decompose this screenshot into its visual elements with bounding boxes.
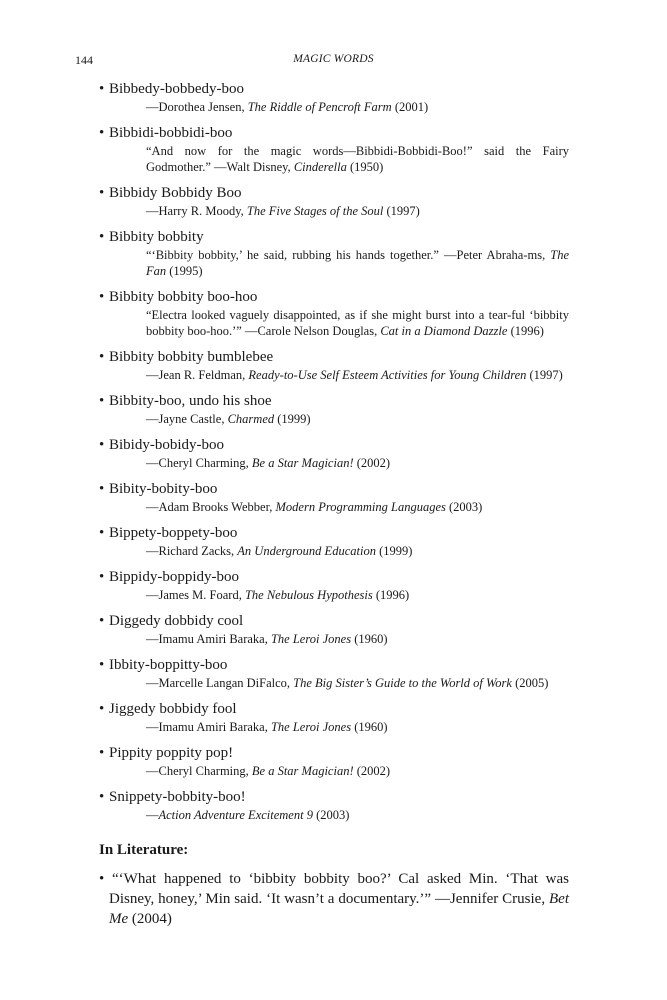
- citation-title: Charmed: [227, 412, 275, 426]
- bullet-icon: •: [99, 613, 105, 629]
- entry-term-text: Bibbidi-bobbidi-boo: [109, 125, 233, 141]
- entry-term-text: Bippidy-boppidy-boo: [109, 569, 239, 585]
- entry-citation: [99, 631, 569, 647]
- citation-text: (1996): [372, 588, 410, 602]
- list-item: [99, 700, 569, 735]
- citation-text: —Cheryl Charming,: [146, 456, 252, 470]
- entry-term-text: Bibbity bobbity: [109, 229, 204, 245]
- entry-term-text: Ibbity-boppitty-boo: [109, 657, 228, 673]
- entry-citation: [99, 719, 569, 735]
- entry-term-text: Bibbity bobbity bumblebee: [109, 349, 274, 365]
- bullet-icon: •: [99, 569, 105, 585]
- entry-term: [99, 568, 569, 586]
- citation-title: The Fan: [146, 248, 569, 278]
- entry-term: [99, 184, 569, 202]
- entry-term: [99, 228, 569, 246]
- entry-citation: [99, 99, 569, 115]
- entry-term-text: Bibbity-boo, undo his shoe: [109, 393, 272, 409]
- entry-citation: [99, 307, 569, 339]
- citation-title: Be a Star Magician!: [251, 764, 354, 778]
- citation-text: (1995): [166, 264, 203, 278]
- citation-text: “And now for the magic words—Bibbidi-Bobbidi-Boo!” said the Fairy Godmother.” —Walt Disney,: [146, 144, 569, 174]
- entry-term: [99, 392, 569, 410]
- citation-text: —: [146, 808, 159, 822]
- entry-term-text: Diggedy dobbidy cool: [109, 613, 244, 629]
- citation-text: —Dorothea Jensen,: [146, 100, 248, 114]
- entry-citation: [99, 807, 569, 823]
- citation-title: Be a Star Magician!: [251, 456, 354, 470]
- entry-citation: [99, 143, 569, 175]
- citation-text: (1960): [351, 632, 388, 646]
- citation-title: The Leroi Jones: [270, 720, 352, 734]
- entry-term-text: Pippity poppity pop!: [109, 745, 234, 761]
- entry-term: [99, 80, 569, 98]
- list-item: [99, 480, 569, 515]
- entry-citation: [99, 411, 569, 427]
- list-item: [99, 348, 569, 383]
- bullet-icon: •: [99, 125, 105, 141]
- entries-list: [99, 80, 569, 929]
- entries-container: [99, 80, 569, 823]
- citation-text: “Electra looked vaguely disappointed, as if she might burst into a tear-ful ‘bibbity bobbity boo-hoo.’” —Carole Nelson Douglas,: [146, 308, 569, 338]
- citation-text: (2002): [353, 456, 391, 470]
- bullet-icon: •: [99, 393, 105, 409]
- citation-text: (1996): [507, 324, 544, 338]
- bullet-icon: •: [99, 789, 105, 805]
- citation-text: (1997): [383, 204, 420, 218]
- literature-text: • “‘What happened to ‘bibbity bobbity boo?’ Cal asked Min. ‘That was Disney, honey,’ Min said. ‘It wasn’t a documentary.’” —Jennifer Crusie,: [99, 871, 569, 907]
- bullet-icon: •: [99, 229, 105, 245]
- citation-text: —Adam Brooks Webber,: [146, 500, 276, 514]
- entry-term: [99, 744, 569, 762]
- entry-term: [99, 436, 569, 454]
- entry-citation: [99, 367, 569, 383]
- citation-text: (1960): [351, 720, 388, 734]
- citation-text: —Jayne Castle,: [146, 412, 228, 426]
- citation-title: The Riddle of Pencroft Farm: [247, 100, 392, 114]
- list-item: [99, 184, 569, 219]
- bullet-icon: •: [99, 525, 105, 541]
- literature-entry: [99, 869, 569, 929]
- entry-term: [99, 788, 569, 806]
- citation-title: The Nebulous Hypothesis: [244, 588, 373, 602]
- citation-text: —Harry R. Moody,: [146, 204, 247, 218]
- citation-title: An Underground Education: [237, 544, 376, 558]
- entry-citation: [99, 247, 569, 279]
- citation-text: (1997): [526, 368, 563, 382]
- entry-term: [99, 524, 569, 542]
- entry-citation: [99, 203, 569, 219]
- bullet-icon: •: [99, 437, 105, 453]
- list-item: [99, 228, 569, 279]
- literature-title: Bet Me: [109, 891, 569, 927]
- entry-term-text: Bibbedy-bobbedy-boo: [109, 81, 244, 97]
- entry-term: [99, 124, 569, 142]
- list-item: [99, 124, 569, 175]
- entry-term: [99, 480, 569, 498]
- entry-term: [99, 288, 569, 306]
- bullet-icon: •: [99, 481, 105, 497]
- list-item: [99, 436, 569, 471]
- entry-term: [99, 612, 569, 630]
- citation-text: (2001): [391, 100, 429, 114]
- citation-title: Ready-to-Use Self Esteem Activities for Young Children: [248, 368, 527, 382]
- bullet-icon: •: [99, 657, 105, 673]
- entry-term-text: Bibbity bobbity boo-hoo: [109, 289, 258, 305]
- bullet-icon: •: [99, 185, 105, 201]
- entry-term: [99, 700, 569, 718]
- entry-citation: [99, 499, 569, 515]
- list-item: [99, 656, 569, 691]
- citation-title: Cat in a Diamond Dazzle: [380, 324, 508, 338]
- list-item: [99, 524, 569, 559]
- entry-citation: [99, 543, 569, 559]
- list-item: [99, 80, 569, 115]
- list-item: [99, 788, 569, 823]
- bullet-icon: •: [99, 81, 105, 97]
- citation-text: (2002): [353, 764, 391, 778]
- entry-citation: [99, 587, 569, 603]
- literature-list: [99, 869, 569, 929]
- entry-term-text: Bippety-boppety-boo: [109, 525, 238, 541]
- citation-text: (1999): [274, 412, 311, 426]
- citation-text: —Jean R. Feldman,: [146, 368, 249, 382]
- entry-term: [99, 348, 569, 366]
- entry-citation: [99, 455, 569, 471]
- list-item: [99, 612, 569, 647]
- citation-text: (1999): [375, 544, 413, 558]
- running-title: MAGIC WORDS: [293, 53, 374, 65]
- citation-title: The Leroi Jones: [270, 632, 352, 646]
- entry-citation: [99, 675, 569, 691]
- entry-term-text: Bibidy-bobidy-boo: [109, 437, 224, 453]
- entry-citation: [99, 763, 569, 779]
- citation-text: —Cheryl Charming,: [146, 764, 252, 778]
- citation-text: —Richard Zacks,: [146, 544, 238, 558]
- entry-term: [99, 656, 569, 674]
- list-item: [99, 568, 569, 603]
- citation-text: (2003): [445, 500, 483, 514]
- citation-text: “‘Bibbity bobbity,’ he said, rubbing his hands together.” —Peter Abraha-ms,: [146, 248, 551, 262]
- bullet-icon: •: [99, 745, 105, 761]
- citation-text: —Imamu Amiri Baraka,: [146, 632, 271, 646]
- citation-text: (2003): [312, 808, 350, 822]
- citation-title: Cinderella: [293, 160, 347, 174]
- citation-title: The Five Stages of the Soul: [246, 204, 384, 218]
- citation-title: Action Adventure Excitement 9: [158, 808, 313, 822]
- bullet-icon: •: [99, 349, 105, 365]
- list-item: [99, 392, 569, 427]
- bullet-icon: •: [99, 701, 105, 717]
- citation-title: Modern Programming Languages: [275, 500, 446, 514]
- citation-text: (2005): [511, 676, 549, 690]
- list-item: [99, 288, 569, 339]
- citation-title: The Big Sister’s Guide to the World of Work: [293, 676, 512, 690]
- bullet-icon: •: [99, 289, 105, 305]
- literature-text: (2004): [128, 911, 172, 927]
- citation-text: (1950): [346, 160, 384, 174]
- entry-term-text: Jiggedy bobbidy fool: [109, 701, 237, 717]
- citation-text: —Marcelle Langan DiFalco,: [146, 676, 294, 690]
- page-number: 144: [75, 53, 93, 67]
- entry-term-text: Snippety-bobbity-boo!: [109, 789, 246, 805]
- citation-text: —Imamu Amiri Baraka,: [146, 720, 271, 734]
- page-header: [0, 53, 667, 69]
- section-heading-literature: In Literature:: [99, 842, 189, 858]
- list-item: [99, 744, 569, 779]
- citation-text: —James M. Foard,: [146, 588, 245, 602]
- entry-term-text: Bibbidy Bobbidy Boo: [109, 185, 242, 201]
- entry-term-text: Bibity-bobity-boo: [109, 481, 218, 497]
